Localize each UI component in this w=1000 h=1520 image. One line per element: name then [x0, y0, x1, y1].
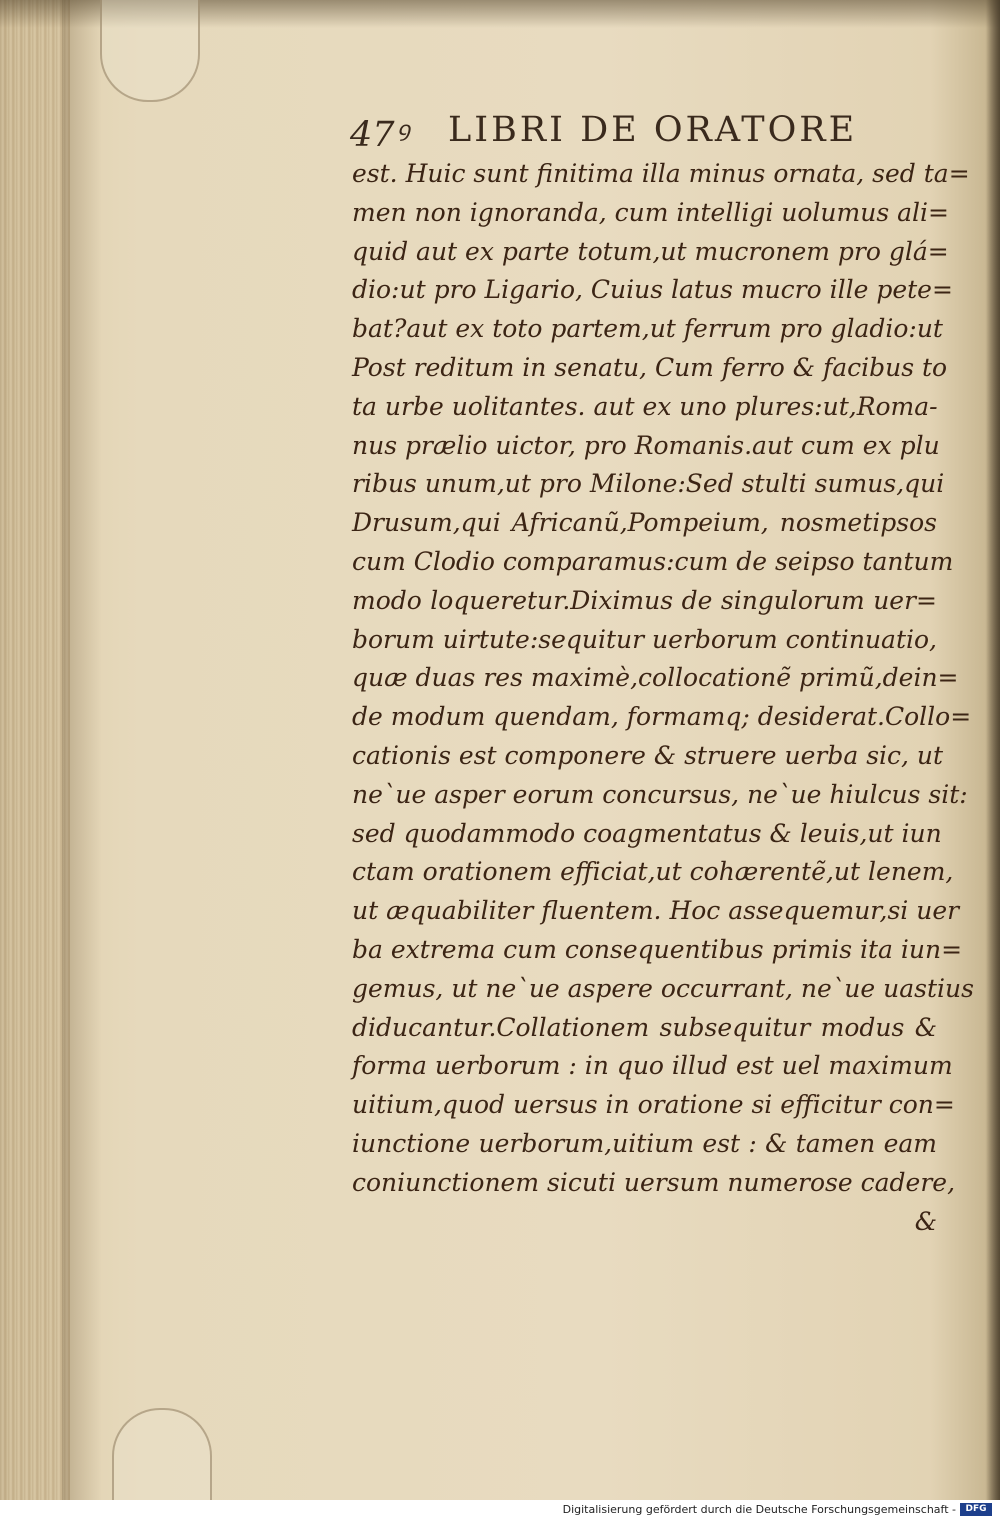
text-line: men non ignoranda, cum intelligi uolumus ali= [352, 197, 949, 227]
text-line: borum uirtute:sequitur uerborum continuatio, [352, 624, 937, 654]
text-line: uitium,quod uersus in oratione si efficitur con= [352, 1090, 955, 1120]
text-line: ba extrema cum consequentibus primis ita iun= [352, 934, 963, 964]
text-line: forma uerborum : in quo illud est uel maximum [352, 1051, 953, 1081]
text-line: diducantur.Collationem subsequitur modus & [352, 1012, 937, 1042]
text-line: gemus, ut ne`ue aspere occurrant, ne`ue uastius [352, 973, 974, 1003]
page-clamp-top [100, 0, 200, 102]
text-line: Drusum,qui Africanũ,Pompeium, nosmetipsos [352, 508, 937, 538]
page-header [350, 110, 870, 154]
text-line: coniunctionem sicuti uersum numerose cadere, [352, 1167, 956, 1197]
text-line: est. Huic sunt finitima illa minus ornata, sed ta= [352, 159, 970, 188]
gutter-shadow [62, 0, 102, 1500]
text-line: ta urbe uolitantes. aut ex uno plures:ut,Roma- [352, 391, 938, 421]
running-title: LIBRI DE ORATORE [448, 110, 858, 150]
text-line: sed quodammodo coagmentatus & leuis,ut iun [352, 818, 942, 848]
text-line: dio:ut pro Ligario, Cuius latus mucro ille pete= [352, 275, 953, 305]
page-number: 47ꝰ [350, 115, 408, 155]
text-line: quid aut ex parte totum,ut mucronem pro glá= [352, 236, 949, 266]
dfg-logo: DFG [960, 1503, 992, 1516]
text-line: iunctione uerborum,uitium est : & tamen eam [352, 1128, 937, 1158]
text-line: ctam orationem efficiat,ut cohærentẽ,ut lenem, [352, 857, 954, 887]
text-line: nus prælio uictor, pro Romanis.aut cum ex plu [352, 430, 940, 460]
right-edge-shadow [986, 0, 1000, 1500]
digitization-footer [0, 1500, 1000, 1520]
text-line: Post reditum in senatu, Cum ferro & facibus to [352, 352, 948, 382]
text-line: cum Clodio comparamus:cum de seipso tantum [352, 546, 954, 576]
text-line: bat?aut ex toto partem,ut ferrum pro gladio:ut [352, 314, 943, 344]
text-line: ne`ue asper eorum concursus, ne`ue hiulcus sit: [352, 779, 968, 809]
text-line: ut æquabiliter fluentem. Hoc assequemur,si uer [352, 896, 960, 926]
text-line: modo loqueretur.Diximus de singulorum uer= [352, 585, 937, 615]
page-clamp-bottom [112, 1408, 212, 1500]
text-line: quæ duas res maximè,collocationẽ primũ,dein= [352, 663, 959, 693]
funding-credit: Digitalisierung gefördert durch die Deutsche Forschungsgemeinschaft - [562, 1503, 956, 1516]
text-line: de modum quendam, formamq; desiderat.Collo= [352, 702, 972, 732]
catchword: & [914, 1206, 937, 1236]
text-line: cationis est componere & struere uerba sic, ut [352, 740, 944, 770]
body-text [352, 155, 974, 1241]
page-edges [0, 0, 70, 1500]
text-line: ribus unum,ut pro Milone:Sed stulti sumus,qui [352, 469, 945, 499]
